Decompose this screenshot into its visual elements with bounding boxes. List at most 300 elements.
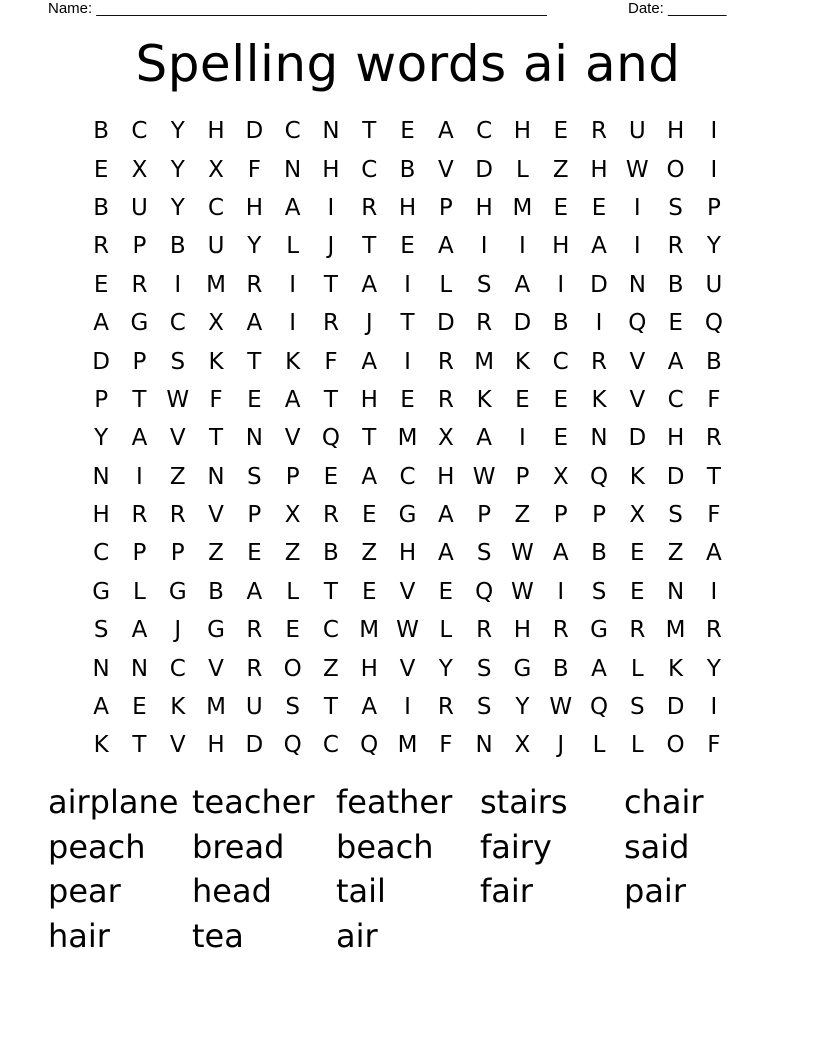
grid-letter[interactable]: T	[400, 310, 415, 337]
grid-letter[interactable]: F	[247, 156, 261, 183]
grid-letter[interactable]: N	[92, 655, 110, 682]
grid-letter[interactable]: J	[327, 233, 335, 260]
grid-letter[interactable]: Z	[361, 540, 378, 567]
grid-letter[interactable]: C	[208, 194, 225, 221]
grid-letter[interactable]: B	[93, 118, 110, 145]
grid-letter[interactable]: B	[93, 194, 110, 221]
grid-letter[interactable]: R	[437, 386, 454, 413]
grid-letter[interactable]: S	[591, 578, 607, 605]
grid-letter[interactable]: N	[284, 156, 302, 183]
grid-letter[interactable]: I	[289, 271, 297, 298]
grid-letter[interactable]: J	[174, 617, 182, 644]
grid-letter[interactable]: R	[552, 617, 569, 644]
grid-letter[interactable]: D	[590, 271, 608, 298]
grid-letter[interactable]: E	[361, 502, 377, 529]
grid-letter[interactable]: A	[437, 118, 454, 145]
grid-letter[interactable]: S	[668, 194, 683, 221]
grid-letter[interactable]: R	[476, 310, 493, 337]
grid-letter[interactable]: V	[284, 425, 301, 452]
grid-letter[interactable]: Q	[704, 310, 723, 337]
grid-letter[interactable]: U	[628, 118, 646, 145]
grid-letter[interactable]: V	[629, 348, 646, 375]
grid-letter[interactable]: R	[246, 271, 263, 298]
grid-letter[interactable]: X	[208, 310, 224, 337]
grid-letter[interactable]: R	[629, 617, 646, 644]
grid-letter[interactable]: S	[476, 271, 492, 298]
grid-letter[interactable]: B	[706, 348, 722, 375]
grid-letter[interactable]: X	[514, 732, 531, 759]
grid-letter[interactable]: N	[322, 118, 340, 145]
grid-letter[interactable]: L	[630, 655, 644, 682]
word-list-item: fair	[480, 872, 533, 910]
grid-letter[interactable]: I	[404, 271, 411, 298]
grid-letter[interactable]: H	[666, 425, 685, 452]
grid-letter[interactable]: B	[208, 578, 224, 605]
grid-letter[interactable]: P	[170, 540, 185, 567]
grid-letter[interactable]: T	[323, 578, 338, 605]
grid-letter[interactable]: X	[629, 502, 646, 529]
grid-letter[interactable]: E	[515, 386, 530, 413]
grid-letter[interactable]: W	[625, 156, 649, 183]
grid-letter[interactable]: Y	[515, 694, 530, 721]
grid-letter[interactable]: D	[666, 694, 685, 721]
grid-letter[interactable]: Z	[323, 655, 339, 682]
grid-letter[interactable]: E	[323, 463, 339, 490]
grid-letter[interactable]: N	[590, 425, 608, 452]
grid-letter[interactable]: I	[404, 694, 411, 721]
grid-letter[interactable]: H	[322, 156, 340, 183]
grid-letter[interactable]: E	[553, 194, 568, 221]
grid-letter[interactable]: T	[247, 348, 262, 375]
grid-letter[interactable]: K	[591, 386, 607, 413]
grid-letter[interactable]: H	[513, 617, 532, 644]
grid-letter[interactable]: F	[707, 386, 721, 413]
grid-letter[interactable]: E	[93, 156, 109, 183]
grid-letter[interactable]: R	[131, 502, 148, 529]
grid-letter[interactable]: T	[323, 386, 338, 413]
grid-letter[interactable]: M	[206, 271, 226, 298]
grid-letter[interactable]: W	[549, 694, 573, 721]
grid-letter[interactable]: R	[246, 617, 263, 644]
grid-letter[interactable]: H	[475, 194, 493, 221]
grid-letter[interactable]: B	[552, 655, 569, 682]
grid-letter[interactable]: Z	[208, 540, 224, 567]
grid-letter[interactable]: U	[245, 694, 263, 721]
grid-letter[interactable]: K	[668, 655, 684, 682]
grid-letter[interactable]: P	[706, 194, 721, 221]
grid-letter[interactable]: G	[207, 617, 225, 644]
grid-letter[interactable]: H	[245, 194, 263, 221]
grid-letter[interactable]: A	[361, 694, 378, 721]
grid-letter[interactable]: I	[174, 271, 182, 298]
grid-letter[interactable]: Z	[667, 540, 684, 567]
grid-letter[interactable]: F	[209, 386, 223, 413]
grid-letter[interactable]: A	[437, 540, 454, 567]
grid-letter[interactable]: I	[289, 310, 297, 337]
grid-letter[interactable]: S	[476, 655, 492, 682]
grid-letter[interactable]: K	[170, 694, 186, 721]
grid-letter[interactable]: D	[92, 348, 110, 375]
grid-letter[interactable]: C	[476, 118, 493, 145]
grid-letter[interactable]: A	[131, 425, 148, 452]
grid-letter[interactable]: H	[666, 118, 685, 145]
grid-letter[interactable]: A	[246, 578, 263, 605]
grid-letter[interactable]: I	[710, 156, 718, 183]
grid-letter[interactable]: D	[436, 310, 455, 337]
grid-letter[interactable]: O	[283, 655, 302, 682]
grid-letter[interactable]: A	[284, 194, 301, 221]
grid-letter[interactable]: R	[437, 348, 454, 375]
grid-letter[interactable]: B	[552, 310, 569, 337]
grid-letter[interactable]: E	[400, 386, 415, 413]
word-list-item: fairy	[480, 827, 552, 866]
grid-letter[interactable]: Y	[170, 156, 185, 183]
grid-letter[interactable]: G	[130, 310, 149, 337]
grid-letter[interactable]: D	[513, 310, 532, 337]
grid-letter[interactable]: T	[362, 233, 377, 260]
grid-letter[interactable]: P	[132, 540, 147, 567]
grid-letter[interactable]: Y	[170, 118, 185, 145]
grid-letter[interactable]: V	[169, 732, 186, 759]
grid-letter[interactable]: I	[557, 271, 565, 298]
grid-letter[interactable]: C	[131, 118, 148, 145]
word-list-item: pear	[48, 872, 121, 910]
grid-letter[interactable]: R	[705, 425, 722, 452]
grid-letter[interactable]: A	[476, 425, 492, 452]
grid-letter[interactable]: M	[397, 425, 418, 452]
grid-letter[interactable]: H	[360, 655, 378, 682]
grid-letter[interactable]: G	[590, 617, 608, 644]
grid-letter[interactable]: A	[667, 348, 684, 375]
grid-letter[interactable]: I	[404, 348, 411, 375]
grid-letter[interactable]: C	[552, 348, 569, 375]
grid-letter[interactable]: I	[327, 194, 335, 221]
grid-letter[interactable]: M	[397, 732, 418, 759]
grid-letter[interactable]: E	[553, 386, 568, 413]
grid-letter[interactable]: P	[94, 386, 109, 413]
grid-letter[interactable]: I	[710, 694, 718, 721]
grid-letter[interactable]: A	[437, 502, 454, 529]
grid-letter[interactable]: H	[590, 156, 608, 183]
grid-letter[interactable]: W	[511, 540, 534, 567]
grid-letter[interactable]: P	[477, 502, 492, 529]
grid-letter[interactable]: Y	[706, 233, 721, 260]
word-list-item: beach	[336, 827, 434, 866]
grid-letter[interactable]: H	[360, 386, 378, 413]
grid-letter[interactable]: D	[245, 732, 264, 759]
grid-letter[interactable]: Y	[706, 655, 721, 682]
grid-letter[interactable]: N	[207, 463, 225, 490]
grid-letter[interactable]: M	[512, 194, 533, 221]
grid-letter[interactable]: C	[169, 310, 186, 337]
grid-letter[interactable]: A	[93, 694, 110, 721]
grid-letter[interactable]: M	[206, 694, 226, 721]
page-title: Spelling words ai and	[135, 35, 681, 93]
grid-letter[interactable]: R	[591, 348, 607, 375]
grid-letter[interactable]: F	[439, 732, 453, 759]
grid-letter[interactable]: Q	[283, 732, 302, 759]
grid-letter[interactable]: E	[438, 578, 454, 605]
grid-letter[interactable]: R	[93, 233, 110, 260]
grid-letter[interactable]: T	[209, 425, 224, 452]
grid-letter[interactable]: F	[707, 732, 721, 759]
grid-letter[interactable]: K	[476, 386, 492, 413]
grid-letter[interactable]: L	[592, 732, 606, 759]
grid-letter[interactable]: N	[666, 578, 685, 605]
grid-letter[interactable]: V	[437, 156, 454, 183]
grid-letter[interactable]: N	[628, 271, 646, 298]
grid-letter[interactable]: I	[519, 425, 526, 452]
grid-letter[interactable]: W	[511, 578, 534, 605]
grid-letter[interactable]: X	[552, 463, 569, 490]
grid-letter[interactable]: U	[207, 233, 225, 260]
grid-letter[interactable]: A	[591, 655, 607, 682]
grid-letter[interactable]: R	[322, 502, 339, 529]
grid-letter[interactable]: B	[323, 540, 339, 567]
grid-letter[interactable]: I	[633, 233, 641, 260]
grid-letter[interactable]: L	[439, 617, 453, 644]
grid-letter[interactable]: L	[133, 578, 146, 605]
grid-letter[interactable]: A	[552, 540, 569, 567]
grid-letter[interactable]: D	[475, 156, 493, 183]
grid-letter[interactable]: A	[706, 540, 722, 567]
grid-letter[interactable]: P	[515, 463, 530, 490]
grid-letter[interactable]: A	[284, 386, 301, 413]
grid-letter[interactable]: Z	[284, 540, 301, 567]
grid-letter[interactable]: N	[130, 655, 149, 682]
grid-letter[interactable]: H	[513, 118, 532, 145]
grid-letter[interactable]: R	[361, 194, 378, 221]
grid-letter[interactable]: E	[553, 425, 568, 452]
grid-letter[interactable]: R	[131, 271, 148, 298]
grid-letter[interactable]: O	[666, 732, 685, 759]
grid-letter[interactable]: K	[93, 732, 109, 759]
grid-letter[interactable]: S	[476, 694, 492, 721]
grid-letter[interactable]: N	[92, 463, 110, 490]
grid-letter[interactable]: S	[630, 694, 645, 721]
grid-letter[interactable]: A	[361, 271, 378, 298]
grid-letter[interactable]: V	[399, 578, 416, 605]
grid-letter[interactable]: R	[437, 694, 454, 721]
grid-letter[interactable]: Y	[247, 233, 262, 260]
grid-letter[interactable]: M	[665, 617, 686, 644]
grid-letter[interactable]: Q	[589, 463, 609, 490]
grid-letter[interactable]: C	[399, 463, 416, 490]
grid-letter[interactable]: H	[92, 502, 110, 529]
grid-letter[interactable]: X	[437, 425, 454, 452]
grid-letter[interactable]: T	[706, 463, 721, 490]
grid-letter[interactable]: K	[285, 348, 301, 375]
grid-letter[interactable]: G	[513, 655, 532, 682]
grid-letter[interactable]: L	[630, 732, 644, 759]
letter-grid	[82, 112, 733, 765]
grid-letter[interactable]: Y	[438, 655, 453, 682]
grid-letter[interactable]: I	[557, 578, 565, 605]
grid-letter[interactable]: E	[668, 310, 683, 337]
grid-letter[interactable]: Y	[170, 194, 185, 221]
grid-letter[interactable]: T	[323, 271, 338, 298]
grid-letter[interactable]: L	[439, 271, 453, 298]
grid-letter[interactable]: B	[667, 271, 684, 298]
grid-letter[interactable]: R	[591, 118, 607, 145]
grid-letter[interactable]: U	[131, 194, 148, 221]
grid-letter[interactable]: C	[284, 118, 301, 145]
grid-letter[interactable]: V	[399, 655, 416, 682]
grid-letter[interactable]: S	[476, 540, 492, 567]
grid-letter[interactable]: L	[516, 156, 529, 183]
grid-letter[interactable]: E	[553, 118, 568, 145]
grid-letter[interactable]: P	[438, 194, 453, 221]
grid-letter[interactable]: E	[93, 271, 109, 298]
grid-letter[interactable]: H	[552, 233, 570, 260]
grid-letter[interactable]: R	[476, 617, 493, 644]
grid-letter[interactable]: Q	[475, 578, 494, 605]
grid-letter[interactable]: H	[398, 194, 417, 221]
grid-letter[interactable]: V	[169, 425, 186, 452]
grid-letter[interactable]: S	[170, 348, 186, 375]
grid-letter[interactable]: C	[361, 156, 378, 183]
grid-letter[interactable]: D	[628, 425, 647, 452]
grid-letter[interactable]: C	[169, 655, 186, 682]
grid-letter[interactable]: E	[361, 578, 377, 605]
grid-letter[interactable]: I	[710, 118, 718, 145]
grid-letter[interactable]: F	[324, 348, 338, 375]
grid-letter[interactable]: K	[514, 348, 530, 375]
grid-letter[interactable]: A	[131, 617, 148, 644]
grid-letter[interactable]: S	[247, 463, 262, 490]
grid-letter[interactable]: J	[557, 732, 565, 759]
grid-letter[interactable]: H	[437, 463, 455, 490]
grid-letter[interactable]: S	[668, 502, 683, 529]
grid-letter[interactable]: D	[245, 118, 264, 145]
grid-letter[interactable]: A	[246, 310, 263, 337]
name-field-label[interactable]: Name: ______________________________________________________	[48, 0, 547, 17]
grid-letter[interactable]: A	[93, 310, 110, 337]
grid-letter[interactable]: R	[169, 502, 186, 529]
grid-letter[interactable]: R	[667, 233, 684, 260]
grid-letter[interactable]: S	[285, 694, 300, 721]
grid-letter[interactable]: T	[132, 386, 147, 413]
grid-letter[interactable]: T	[323, 694, 338, 721]
grid-letter[interactable]: E	[630, 578, 645, 605]
grid-letter[interactable]: Z	[514, 502, 531, 529]
grid-letter[interactable]: S	[93, 617, 109, 644]
word-list-item: peach	[48, 827, 146, 866]
grid-letter[interactable]: H	[398, 540, 417, 567]
grid-letter[interactable]: I	[480, 233, 488, 260]
grid-letter[interactable]: Y	[94, 425, 109, 452]
date-field-label[interactable]: Date: _______	[628, 0, 727, 17]
grid-letter[interactable]: A	[361, 348, 378, 375]
grid-letter[interactable]: B	[169, 233, 186, 260]
grid-letter[interactable]: J	[365, 310, 373, 337]
grid-letter[interactable]: O	[666, 156, 685, 183]
grid-letter[interactable]: C	[667, 386, 684, 413]
grid-letter[interactable]: N	[475, 732, 493, 759]
grid-letter[interactable]: L	[286, 578, 300, 605]
grid-letter[interactable]: W	[396, 617, 419, 644]
grid-letter[interactable]: W	[166, 386, 190, 413]
grid-letter[interactable]: L	[286, 233, 300, 260]
grid-letter[interactable]: E	[630, 540, 645, 567]
grid-letter[interactable]: Q	[628, 310, 647, 337]
grid-letter[interactable]: M	[359, 617, 380, 644]
grid-letter[interactable]: X	[208, 156, 224, 183]
grid-letter[interactable]: K	[629, 463, 645, 490]
grid-letter[interactable]: A	[591, 233, 607, 260]
grid-letter[interactable]: E	[132, 694, 147, 721]
grid-letter[interactable]: T	[362, 425, 377, 452]
grid-letter[interactable]: G	[92, 578, 111, 605]
grid-letter[interactable]: I	[633, 194, 641, 221]
grid-letter[interactable]: I	[136, 463, 143, 490]
grid-letter[interactable]: I	[519, 233, 526, 260]
grid-letter[interactable]: Z	[552, 156, 569, 183]
grid-letter[interactable]: R	[322, 310, 339, 337]
grid-letter[interactable]: A	[514, 271, 531, 298]
grid-letter[interactable]: V	[208, 502, 224, 529]
grid-letter[interactable]: R	[246, 655, 263, 682]
grid-letter[interactable]: U	[705, 271, 723, 298]
grid-letter[interactable]: W	[472, 463, 496, 490]
grid-letter[interactable]: M	[474, 348, 495, 375]
grid-letter[interactable]: H	[207, 732, 225, 759]
grid-letter[interactable]: A	[361, 463, 378, 490]
grid-letter[interactable]: E	[285, 617, 300, 644]
grid-letter[interactable]: E	[247, 540, 262, 567]
grid-letter[interactable]: I	[710, 578, 718, 605]
grid-letter[interactable]: B	[591, 540, 607, 567]
grid-letter[interactable]: P	[285, 463, 300, 490]
grid-letter[interactable]: C	[93, 540, 110, 567]
grid-letter[interactable]: E	[591, 194, 607, 221]
grid-letter[interactable]: V	[208, 655, 224, 682]
grid-letter[interactable]: E	[400, 233, 415, 260]
grid-letter[interactable]: H	[207, 118, 225, 145]
grid-letter[interactable]: B	[399, 156, 416, 183]
grid-letter[interactable]: T	[132, 732, 147, 759]
grid-letter[interactable]: Q	[321, 425, 340, 452]
grid-letter[interactable]: Z	[169, 463, 186, 490]
grid-letter[interactable]: X	[131, 156, 148, 183]
grid-letter[interactable]: V	[629, 386, 646, 413]
grid-letter[interactable]: X	[284, 502, 301, 529]
grid-letter[interactable]: P	[247, 502, 262, 529]
grid-letter[interactable]: P	[132, 348, 147, 375]
grid-letter[interactable]: D	[666, 463, 685, 490]
grid-letter[interactable]: G	[168, 578, 187, 605]
grid-letter[interactable]: G	[398, 502, 417, 529]
grid-letter[interactable]: E	[247, 386, 262, 413]
grid-letter[interactable]: A	[437, 233, 454, 260]
word-list-item: head	[192, 872, 272, 910]
grid-letter[interactable]: Q	[589, 694, 609, 721]
grid-letter[interactable]: F	[707, 502, 721, 529]
grid-letter[interactable]: P	[132, 233, 147, 260]
grid-letter[interactable]: P	[592, 502, 606, 529]
grid-letter[interactable]: Q	[360, 732, 379, 759]
grid-letter[interactable]: C	[322, 732, 339, 759]
grid-letter[interactable]: R	[705, 617, 722, 644]
grid-letter[interactable]: P	[553, 502, 568, 529]
grid-letter[interactable]: K	[208, 348, 224, 375]
grid-letter[interactable]: N	[245, 425, 263, 452]
word-list-item: teacher	[192, 783, 315, 821]
grid-letter[interactable]: C	[322, 617, 339, 644]
grid-letter[interactable]: I	[595, 310, 603, 337]
grid-letter[interactable]: T	[362, 118, 377, 145]
grid-letter[interactable]: E	[400, 118, 415, 145]
